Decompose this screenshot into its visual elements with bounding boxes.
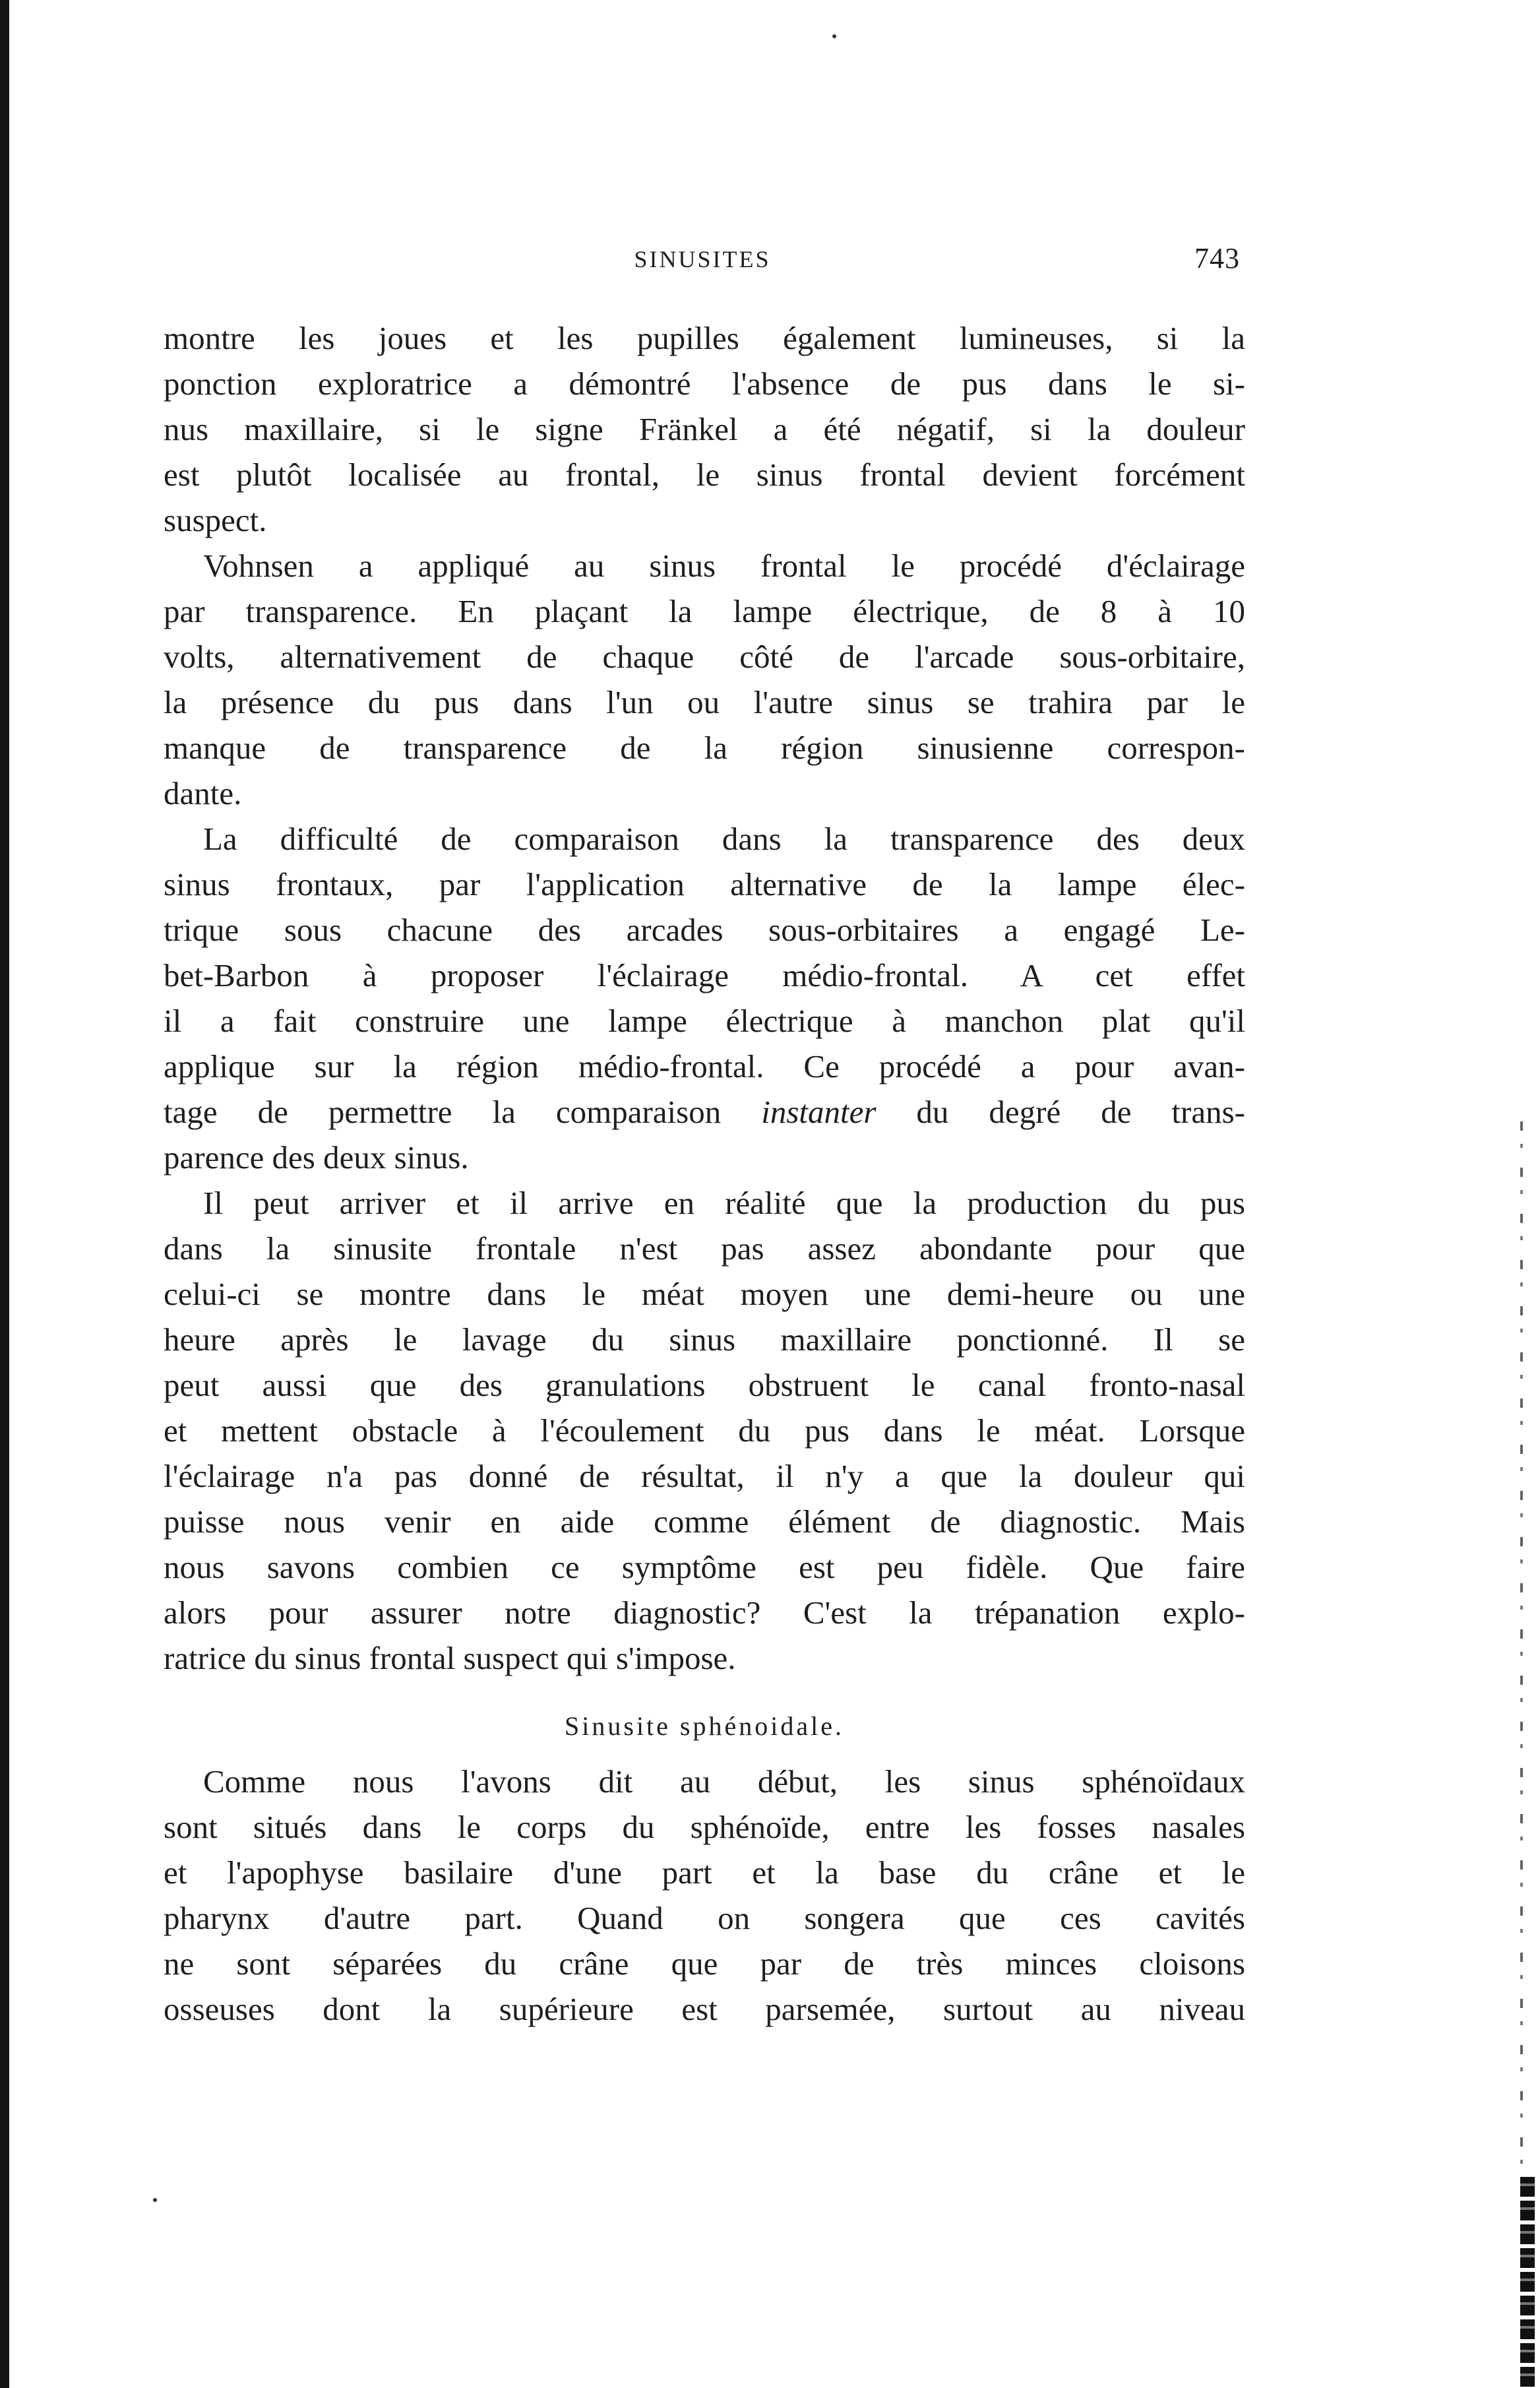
scan-speck [832,34,836,38]
running-title: SINUSITES [634,246,771,272]
line-segment: du degré de trans- [876,1094,1245,1130]
page-header [165,242,1240,285]
text-line: peut aussi que des granulations obstruent le canal fronto-nasal [164,1367,1245,1403]
text-line [164,1089,1245,1135]
text-line: alors pour assurer notre diagnostic? C'est la trépanation explo- [164,1594,1245,1631]
text-line: La difficulté de comparaison dans la transparence des deux [203,821,1245,857]
text-line: heure après le lavage du sinus maxillaire ponctionné. Il se [164,1321,1245,1358]
text-line: suspect. [164,502,267,538]
text-line: dante. [164,775,242,811]
text-line: l'éclairage n'a pas donné de résultat, il n'y a que la douleur qui [164,1458,1245,1494]
text-line: est plutôt localisée au frontal, le sinus frontal devient forcément [164,456,1245,493]
scan-edge-left [0,0,9,2388]
text-line: trique sous chacune des arcades sous-orbitaires a engagé Le- [164,912,1245,948]
text-line: sont situés dans le corps du sphénoïde, entre les fosses nasales [164,1809,1245,1845]
text-line: volts, alternativement de chaque côté de l'arcade sous-orbitaire, [164,639,1245,675]
text-line: Il peut arriver et il arrive en réalité que la production du pus [203,1185,1245,1221]
scan-edge-right-bottom [1520,2177,1535,2388]
text-line: parence des deux sinus. [164,1139,469,1176]
text-line: nus maxillaire, si le signe Fränkel a été négatif, si la douleur [164,411,1245,447]
text-line: Vohnsen a appliqué au sinus frontal le procédé d'éclairage [203,548,1245,584]
text-line: il a fait construire une lampe électrique à manchon plat qu'il [164,1003,1245,1039]
text-line: osseuses dont la supérieure est parsemée, surtout au niveau [164,1991,1245,2027]
text-line: et l'apophyse basilaire d'une part et la base du crâne et le [164,1854,1245,1891]
text-line: nous savons combien ce symptôme est peu fidèle. Que faire [164,1549,1245,1585]
text-line: montre les joues et les pupilles également lumineuses, si la [164,320,1245,356]
text-line: et mettent obstacle à l'écoulement du pus dans le méat. Lorsque [164,1412,1245,1449]
text-line: applique sur la région médio-frontal. Ce procédé a pour avan- [164,1048,1245,1084]
text-line: par transparence. En plaçant la lampe électrique, de 8 à 10 [164,593,1245,629]
text-line: Comme nous l'avons dit au début, les sinus sphénoïdaux [203,1763,1245,1800]
text-line: dans la sinusite frontale n'est pas assez abondante pour que [164,1230,1245,1267]
line-segment: tage de permettre la comparaison [164,1094,762,1130]
scan-speck [153,2198,157,2202]
text-line: puisse nous venir en aide comme élément de diagnostic. Mais [164,1503,1245,1540]
italic-term: instanter [761,1094,877,1130]
page-number: 743 [1194,242,1240,274]
text-line: pharynx d'autre part. Quand on songera que ces cavités [164,1900,1245,1936]
body-text [164,315,1245,2032]
text-line: ne sont séparées du crâne que par de très minces cloisons [164,1945,1245,1982]
text-line: celui-ci se montre dans le méat moyen une demi-heure ou une [164,1276,1245,1312]
text-line: ponction exploratrice a démontré l'absence de pus dans le si- [164,365,1245,402]
text-line: ratrice du sinus frontal suspect qui s'impose. [164,1640,736,1676]
section-heading: Sinusite sphénoidale. [565,1711,844,1741]
text-line: bet-Barbon à proposer l'éclairage médio-frontal. A cet effet [164,957,1245,993]
text-line: manque de transparence de la région sinusienne correspon- [164,730,1245,766]
text-line: sinus frontaux, par l'application alternative de la lampe élec- [164,866,1245,902]
text-line: la présence du pus dans l'un ou l'autre sinus se trahira par le [164,684,1245,720]
